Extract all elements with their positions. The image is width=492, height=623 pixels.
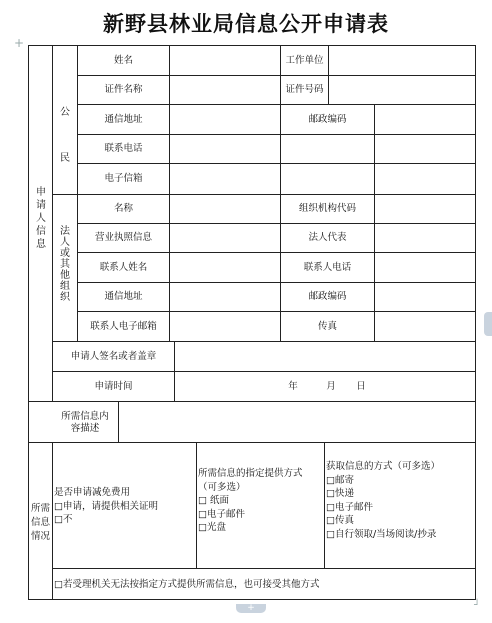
org-address-label: 通信地址: [104, 291, 143, 302]
org-legal-rep-label: 法人代表: [308, 232, 347, 243]
org-contact-phone-label: 联系人电话: [303, 261, 352, 273]
bottom-expand-tab[interactable]: +: [236, 604, 266, 613]
date-day: 日: [356, 380, 366, 392]
org-code-label: 组织机构代码: [298, 203, 356, 214]
citizen-address-label: 通信地址: [104, 113, 143, 125]
org-fax-field[interactable]: [375, 312, 476, 341]
date-month: 月: [326, 380, 336, 392]
date-year: 年: [288, 380, 298, 392]
org-license-label: 营业执照信息: [94, 232, 152, 243]
info-situation-label: 所需信息情况: [30, 503, 50, 542]
form-title: 新野县林业局信息公开申请表: [103, 11, 389, 36]
citizen-work-unit-field[interactable]: [329, 46, 476, 75]
citizen-address-field[interactable]: [170, 105, 280, 134]
acquisition-method-options[interactable]: 获取信息的方式（可多选） □邮寄 □快递 □电子邮件 □传真 □自行领取/当场阅读/抄录: [326, 461, 441, 540]
citizen-email-label: 电子信箱: [104, 173, 143, 184]
org-contact-email-field[interactable]: [170, 312, 280, 341]
citizen-id-name-label: 证件名称: [104, 84, 143, 95]
org-address-field[interactable]: [170, 283, 280, 311]
org-postcode-field[interactable]: [375, 283, 476, 311]
applicant-info-label: 申请人信息: [36, 187, 46, 250]
signature-field[interactable]: [175, 342, 476, 371]
org-postcode-label: 邮政编码: [308, 291, 347, 302]
org-fax-label: 传真: [317, 320, 337, 332]
apply-time-label: 申请时间: [94, 380, 133, 392]
org-contact-name-field[interactable]: [170, 253, 280, 282]
citizen-phone-label: 联系电话: [104, 143, 143, 154]
citizen-name-label: 姓名: [113, 54, 133, 66]
provision-format-options[interactable]: 所需信息的指定提供方式 （可多选） □ 纸面 □电子邮件 □光盘: [198, 468, 303, 533]
application-form-table: [28, 45, 476, 600]
org-contact-email-label: 联系人电子邮箱: [90, 320, 157, 332]
alternative-method-checkbox[interactable]: □若受理机关无法按指定方式提供所需信息，也可接受其他方式: [54, 579, 320, 590]
org-license-field[interactable]: [170, 224, 280, 252]
org-name-field[interactable]: [170, 195, 280, 223]
org-contact-phone-field[interactable]: [375, 253, 476, 282]
citizen-work-unit-label: 工作单位: [285, 54, 324, 66]
citizen-id-name-field[interactable]: [170, 76, 280, 104]
org-contact-name-label: 联系人姓名: [99, 261, 148, 273]
fee-waiver-options[interactable]: 是否申请减免费用 □申请，请提供相关证明 □不: [54, 487, 158, 525]
org-code-field[interactable]: [375, 195, 476, 223]
citizen-email-field[interactable]: [170, 164, 476, 194]
citizen-postcode-label: 邮政编码: [308, 113, 347, 125]
side-scroll-tab[interactable]: [484, 312, 492, 336]
info-description-field[interactable]: [119, 402, 476, 442]
citizen-id-number-field[interactable]: [329, 76, 476, 104]
citizen-name-field[interactable]: [170, 46, 280, 75]
citizen-postcode-field[interactable]: [375, 105, 476, 134]
org-legal-rep-field[interactable]: [375, 224, 476, 252]
org-label: 法人或其他组织: [60, 226, 70, 303]
corner-mark: ┘: [474, 600, 481, 611]
signature-label: 申请人签名或者盖章: [70, 350, 157, 362]
info-description-label: 所需信息内容描述: [61, 411, 109, 434]
org-name-label: 名称: [113, 203, 133, 214]
crosshair-mark: +: [14, 36, 25, 50]
citizen-id-number-label: 证件号码: [285, 84, 324, 95]
citizen-phone-field[interactable]: [170, 135, 476, 163]
citizen-label: 公民: [60, 107, 70, 164]
